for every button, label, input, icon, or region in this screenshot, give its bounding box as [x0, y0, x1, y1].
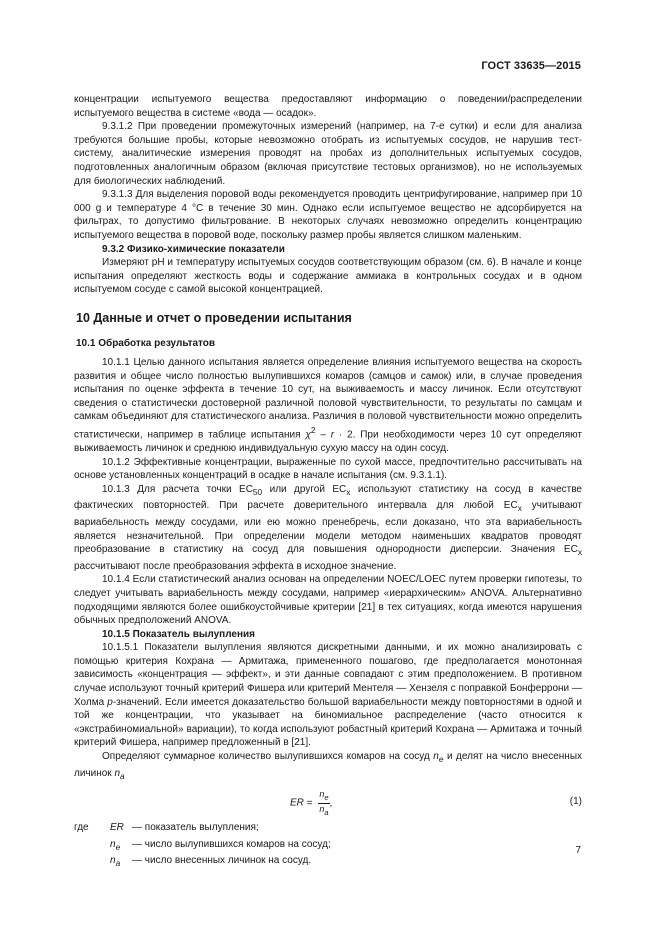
paragraph-10-1-2: 10.1.2 Эффективные концентрации, выраженные по сухой массе, предпочтительно рассчитывать на основе установленных концентраций в осадке в начале испытания (см. 9.3.1.1).: [74, 456, 582, 482]
paragraph-physchem: Измеряют рН и температуру испытуемых сосудов соответствующим образом (см. 6). В начале и конце испытания определяют жесткость воды и содержание аммиака в контрольных сосудах и в одном испытуемом сосуде с самой высокой концентрацией.: [74, 257, 582, 296]
formula-lhs: ER: [290, 797, 304, 809]
formula-fraction: [318, 789, 329, 818]
symbol-subscript: a: [115, 858, 121, 869]
heading-9-3-2: 9.3.2 Физико-химические показатели: [102, 243, 285, 255]
p-symbol: р: [107, 696, 113, 708]
formula-comma: ,: [329, 798, 333, 810]
legend-spacer: [74, 838, 110, 855]
paragraph-10-1-3: [74, 483, 582, 574]
subscript: x: [517, 503, 522, 514]
paragraph-10-1-1: [74, 356, 582, 455]
fraction-numerator: [318, 789, 329, 804]
legend-row: [74, 821, 582, 838]
paragraph-9-3-1-2: 9.3.1.2 При проведении промежуточных измерений (например, на 7-е сутки) и если для анализа требуются большие пробы, которые невозможно отобрать из испытуемых сосудов, не нарушив тест-систему, аналитические измерения проводят на пробах из дополнительных испытуемых сосудов, подготовленных аналогичным образом (включая присутствие тестовых организмов), но не используемых для биологических наблюдений.: [74, 121, 582, 187]
symbol-text: n: [110, 838, 116, 850]
standard-code: ГОСТ 33635—2015: [481, 60, 581, 72]
text-run: Определяют суммарное количество вылупившихся комаров на сосуд: [102, 751, 434, 763]
text-run: и делят на число внесенных личинок: [74, 751, 583, 779]
text-run: или другой EC: [262, 483, 347, 495]
text-run: 10.1.5.1 Показатели вылупления являются дискретными данными, и их можно анализировать с помощью критерия Кохрана — Армитажа, примененного пошагово, где предполагается монотонная зависимость «концентрация — эффект», и эти данные совпадают с этим предположением. В противном случае используют точный критерий Фишера или критерий Ментеля — Хензеля с поправкой Бонферрони — Холма: [74, 642, 582, 708]
numerator-subscript: e: [324, 793, 329, 803]
subscript: x: [577, 547, 582, 558]
subscript: e: [438, 754, 444, 765]
formula-1: [74, 789, 582, 815]
text-run: используют статистику на сосуд в качестве фактических повторностей. При расчете доверительного интервала для любой EC: [74, 483, 582, 512]
legend-symbol: [110, 821, 132, 838]
formula-legend: [74, 821, 582, 871]
text-run: 10.1.3 Для расчета точки EC: [102, 483, 253, 495]
legend-row: [74, 838, 582, 855]
legend-symbol: [110, 854, 132, 871]
r-symbol: r: [330, 429, 335, 441]
chi-symbol: χ: [305, 429, 311, 441]
symbol-text: n: [110, 855, 116, 867]
fraction-denominator: [318, 804, 329, 818]
subscript: a: [120, 770, 125, 781]
text-run: –: [315, 429, 331, 441]
subscript: 50: [252, 486, 263, 497]
numerator-symbol: n: [319, 789, 325, 800]
page-number: 7: [575, 845, 581, 856]
heading-10-1-5: 10.1.5 Показатель вылупления: [102, 628, 256, 640]
symbol-text: ER: [110, 822, 124, 834]
n-symbol: n: [114, 767, 121, 779]
text-run: -значений. Если имеется доказательство большой вариабельности между повторностями в одной и той же концентрации, что указывает на биномиальное распределение (часто относится к «экстрабиномиальной» вариации), то когда используют робастный критерий Кохрана — Армитажа и точный критерий Фишера, например предложенный в [21].: [74, 696, 582, 749]
paragraph-continuation: концентрации испытуемого вещества предоставляют информацию о поведении/распределении испытуемого вещества в системе «вода — осадок».: [74, 94, 582, 119]
paragraph-9-3-1-3: 9.3.1.3 Для выделения поровой воды рекомендуется проводить центрифугирование, например при 10 000 g и температуре 4 °С в течение 30 мин. Однако если испытуемое вещество не адсорбируется на фильтрах, то допустимо фильтрование. В некоторых случаях невозможно определить концентрацию испытуемого вещества в поровой воде, поскольку размер пробы является слишком маленьким.: [74, 189, 582, 241]
n-symbol: n: [433, 751, 439, 763]
page-body: [74, 93, 582, 871]
text-run: рассчитывают после преобразования эффекта в исходное значение.: [74, 560, 397, 572]
text-run: учитывают вариабельность между сосудами, или ею можно пренебречь, если доказано, что эта вариабельность является незначительной. При определении модели методом наименьших квадратов проводят преобразование в статистику на сосуд для повышения однородности дисперсии. Значения EC: [74, 500, 582, 556]
denominator-symbol: n: [319, 804, 325, 815]
legend-row: [74, 854, 582, 871]
section-heading-10: 10 Данные и отчет о проведении испытания: [76, 310, 352, 325]
paragraph-10-1-5-1: [74, 641, 582, 750]
legend-text: — показатель вылупления;: [132, 822, 259, 834]
text-run: 10.1.1 Целью данного испытания является определение влияния испытуемого вещества на скорость развития и общее число полностью вылупившихся комаров (самцов и самок) или, в случае проведения испытания по оценке эффекта в течение 10 сут, на выживаемость и массу личинок. Если отсутствуют сведения о статистически достоверной различной половой чувствительности, то результаты по самцам и самкам объединяют для статистического анализа. Различия в половой чувствительности можно определить статистически, например в таблице испытания: [74, 357, 582, 441]
legend-text: — число внесенных личинок на сосуд.: [132, 855, 312, 867]
text-run: · 2. При необходимости через 10 сут определяют выживаемость личинок и среднюю индивидуальную сухую массу на один сосуд.: [74, 429, 582, 454]
legend-symbol: [110, 838, 132, 855]
subsection-heading-10-1: 10.1 Обработка результатов: [76, 337, 216, 349]
symbol-subscript: e: [115, 841, 121, 852]
denominator-subscript: a: [324, 807, 329, 817]
paragraph-emergence-definition: [74, 750, 582, 783]
formula-equals: =: [303, 798, 316, 810]
subscript: x: [346, 486, 351, 497]
paragraph-10-1-4: 10.1.4 Если статистический анализ основан на определении NOEC/LOEC путем проверки гипотезы, то следует учитывать вариабельность между сосудами, например «иерархическим» ANOVA. Альтернативно подходящими являются более ошибкоустойчивые критерии [21] в тех ситуациях, когда имеются нарушения обычных предположений ANOVA.: [74, 574, 582, 627]
legend-where: где: [74, 822, 89, 834]
formula-expression: [290, 789, 332, 818]
legend-text: — число вылупившихся комаров на сосуд;: [132, 838, 331, 850]
superscript: 2: [310, 425, 316, 436]
formula-number: (1): [569, 796, 582, 808]
legend-spacer: [74, 854, 110, 871]
